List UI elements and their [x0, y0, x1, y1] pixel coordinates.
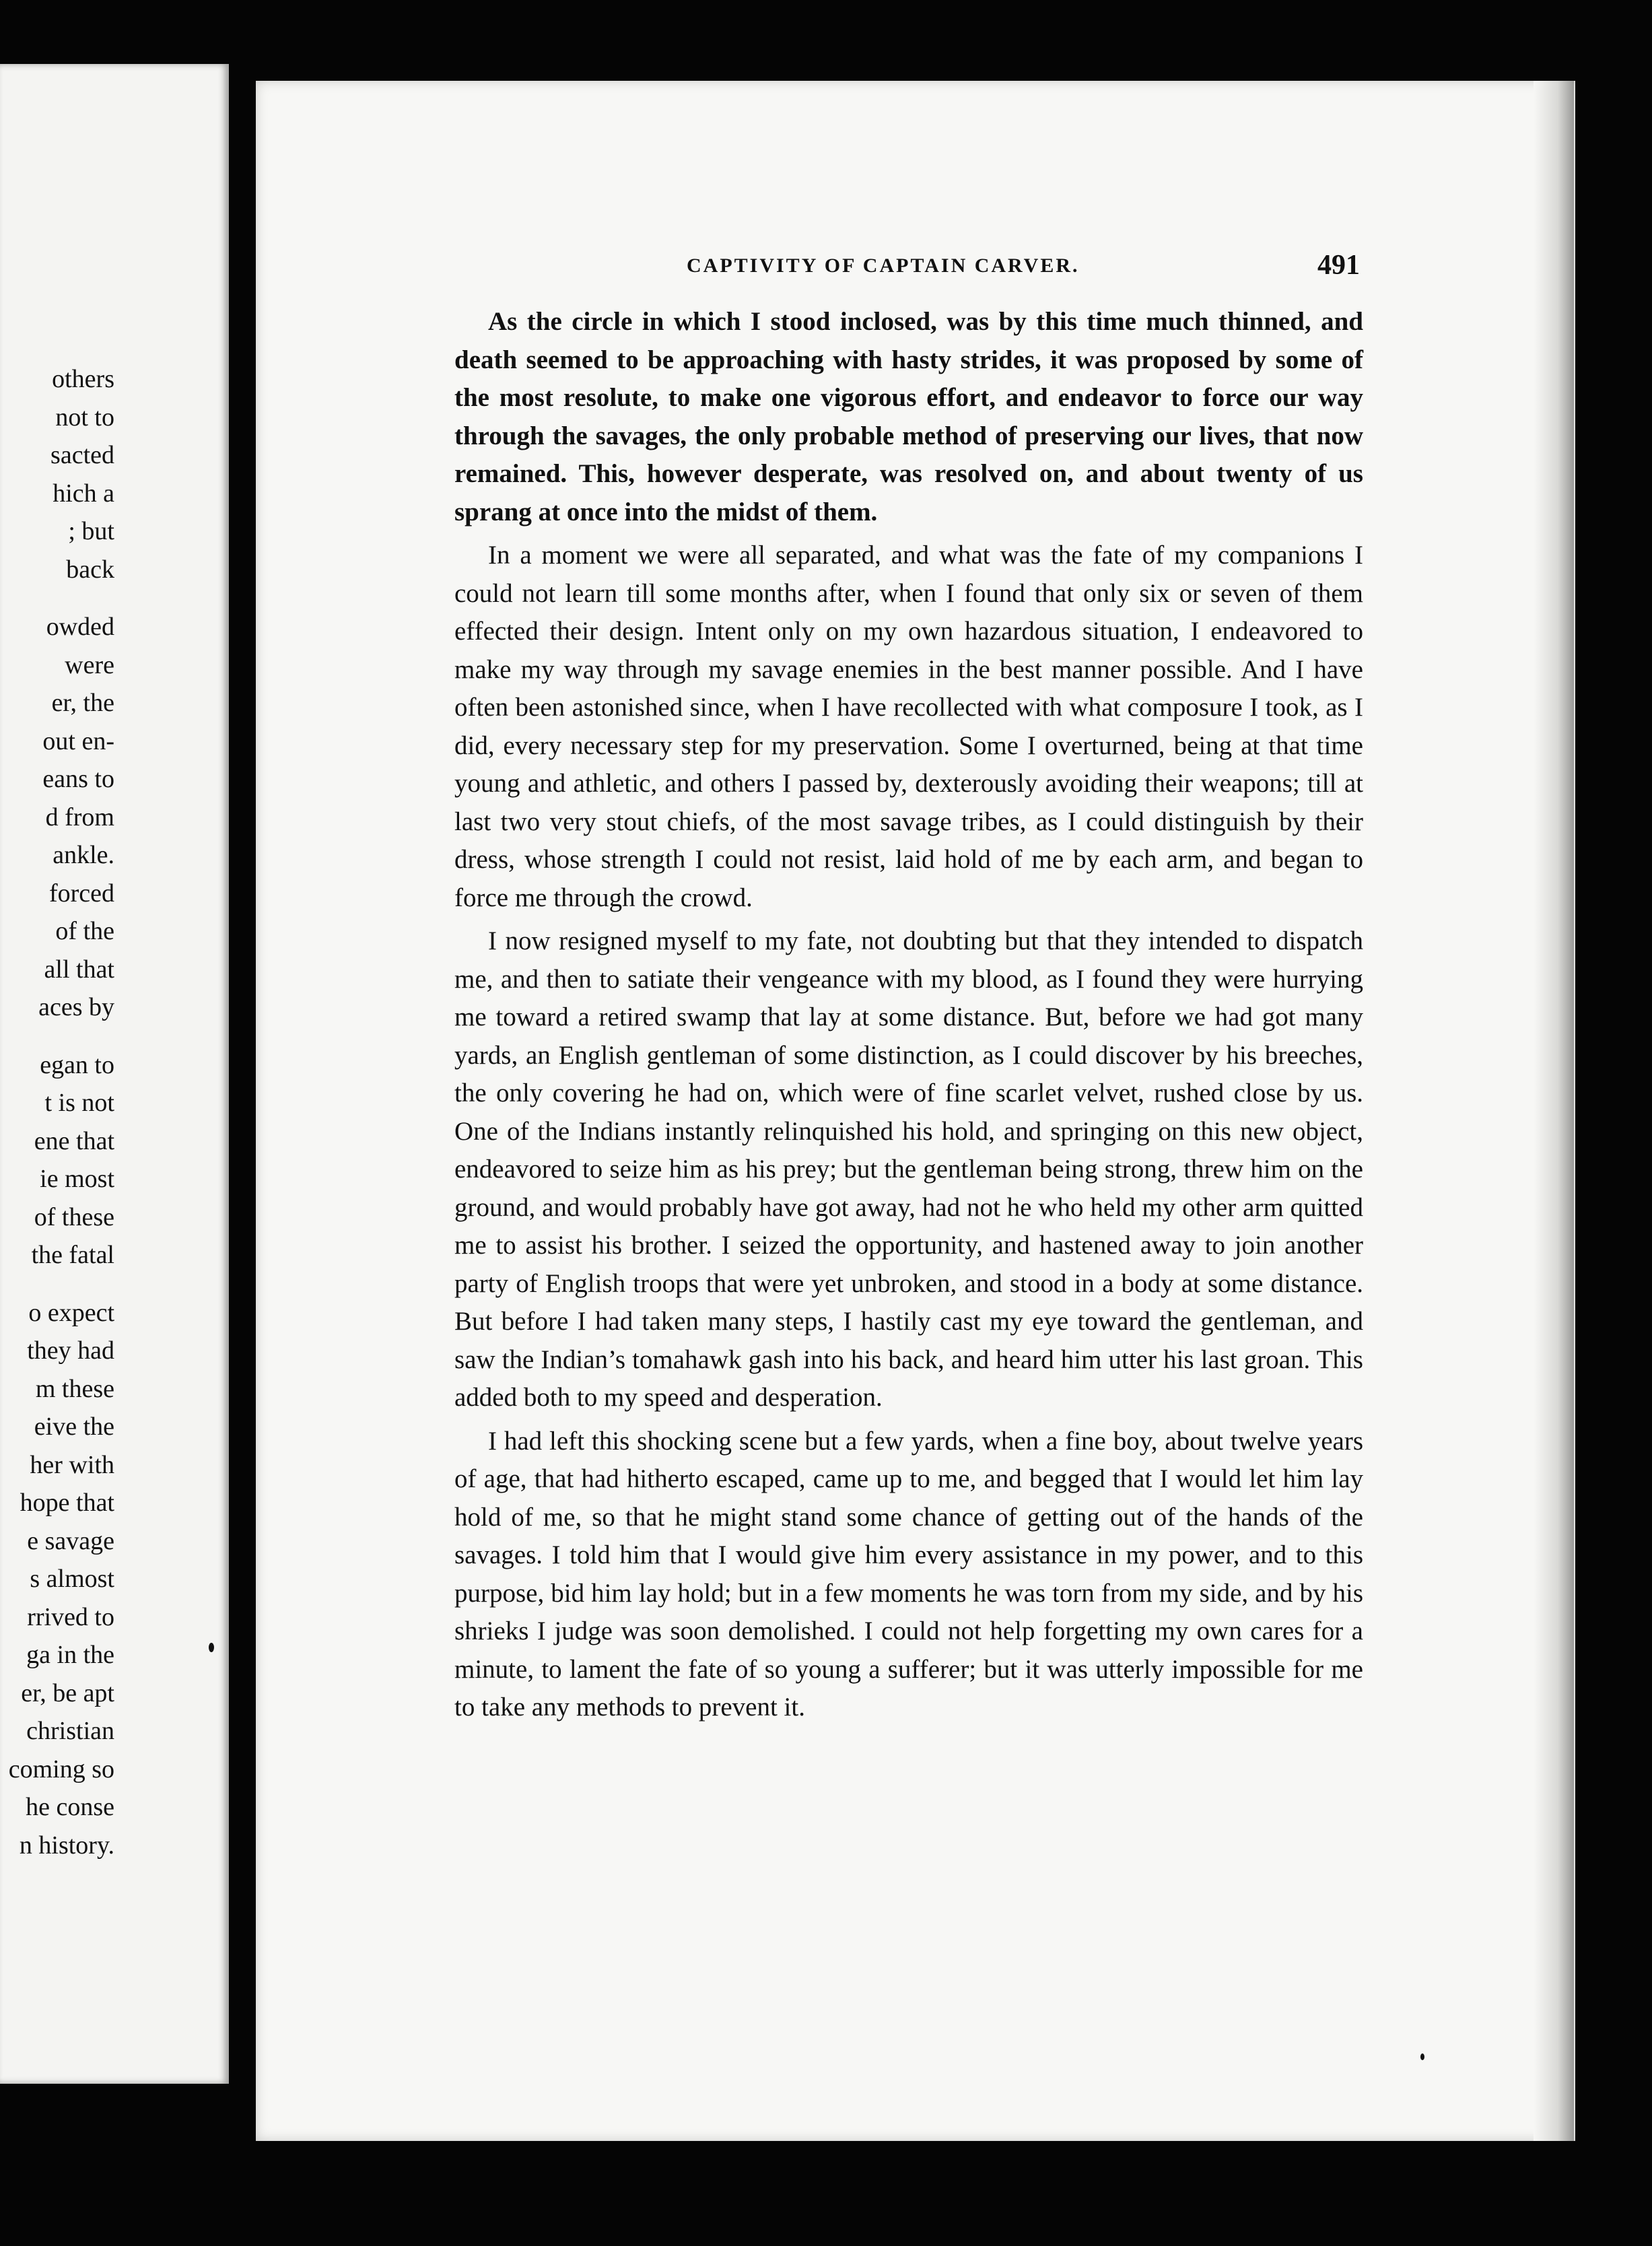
scan-speck — [1420, 2053, 1424, 2060]
book-page — [256, 81, 1575, 2141]
left-line: er, be apt — [21, 1678, 114, 1707]
left-line: the fatal — [31, 1241, 114, 1269]
left-line: t is not — [44, 1089, 114, 1117]
left-facing-page — [0, 64, 229, 2084]
left-line: coming so — [8, 1755, 114, 1783]
left-line: rrived to — [27, 1602, 114, 1631]
left-line: of these — [34, 1202, 114, 1231]
left-line: owded — [46, 613, 114, 641]
left-line: her with — [30, 1450, 114, 1479]
left-page-text — [0, 360, 114, 1864]
left-line: he conse — [26, 1793, 114, 1821]
running-head: CAPTIVITY OF CAPTAIN CARVER. — [687, 254, 1080, 277]
left-line: ; but — [68, 517, 114, 545]
left-line: er, the — [51, 689, 114, 717]
left-line: sacted — [50, 441, 114, 469]
left-line: christian — [26, 1717, 114, 1745]
left-line: not to — [55, 403, 114, 432]
left-line: all that — [44, 955, 114, 984]
left-line: they had — [27, 1336, 114, 1365]
left-line: n history. — [19, 1831, 114, 1860]
left-line: ga in the — [26, 1641, 114, 1669]
paragraph: I now resigned myself to my fate, not doubting but that they intended to dispatch me, and then to satiate their vengeance with my blood, as I found they were hurrying me toward a retired swamp that lay at some distance. But, before we had got many yards, an English gentleman of some distinction, as I could discover by his breeches, the only covering he had on, which were of fine scarlet velvet, rushed close by us. One of the Indians instantly relinquished his hold, and springing on this new object, endeavored to seize him as his prey; but the gentleman being strong, threw him on the ground, and would probably have got away, had not he who held my other arm quitted me to assist his brother. I seized the opportunity, and hastened away to join another party of English troops that were yet unbroken, and stood in a body at some distance. But before I had taken many steps, I hastily cast my eye toward the gentleman, and saw the Indian’s tomahawk gash into his back, and heard him utter his last groan. This added both to my speed and desperation. — [454, 926, 1363, 1412]
left-line: aces by — [38, 993, 114, 1021]
left-line: were — [65, 650, 114, 679]
paragraph: I had left this shocking scene but a few yards, when a fine boy, about twelve years of age, that had hitherto escaped, came up to me, and begged that I would let him lay hold of me, so that he might stand some chance of getting out of the hands of the savages. I told him that I would give him every assistance in my power, and to this purpose, bid him lay hold; but in a few moments he was torn from my side, and by his shrieks I judge was soon demolished. I could not help forgetting my own cares for a minute, to lament the fate of so young a sufferer; but it was utterly impossible for me to take any methods to prevent it. — [454, 1426, 1363, 1722]
left-line: out en- — [42, 726, 114, 755]
left-line: forced — [48, 879, 114, 908]
left-line: hich a — [53, 479, 114, 508]
left-line: e savage — [27, 1526, 114, 1555]
left-line: ankle. — [53, 841, 114, 869]
body-text — [454, 303, 1363, 1727]
left-line: ie most — [40, 1165, 114, 1193]
paragraph: In a moment we were all separated, and what was the fate of my companions I could not learn till some months after, when I found that only six or seven of them effected their design. Intent only on my own hazardous situation, I endeavored to make my way through my savage enemies in the best manner possible. And I have often been astonished since, when I have recollected with what composure I took, as I did, every necessary step for my preservation. Some I overturned, being at that time young and athletic, and others I passed by, dexterously avoiding their weapons; till at last two very stout chiefs, of the most savage tribes, as I could distinguish by their dress, whose strength I could not resist, laid hold of me by each arm, and began to force me through the crowd. — [454, 541, 1363, 912]
left-line: others — [52, 365, 114, 393]
paragraph: As the circle in which I stood inclosed, was by this time much thinned, and death seemed to be approaching with hasty strides, it was proposed by some of the most resolute, to make one vigorous effort, and endeavor to force our way through the savages, the only probable method of preserving our lives, that now remained. This, however desperate, was resolved on, and about twenty of us sprang at once into the midst of them. — [454, 307, 1363, 526]
page-header — [687, 249, 1360, 290]
left-line: ene that — [34, 1126, 114, 1155]
page-number: 491 — [1317, 250, 1360, 281]
left-line: back — [66, 555, 114, 584]
left-line: hope that — [20, 1489, 114, 1517]
left-line: eans to — [42, 765, 114, 793]
left-line: s almost — [30, 1565, 114, 1593]
left-line: of the — [55, 917, 114, 945]
left-line: eive the — [34, 1413, 114, 1441]
scan-speck — [209, 1643, 214, 1652]
left-line: o expect — [28, 1298, 114, 1327]
left-line: m these — [35, 1374, 114, 1403]
left-line: d from — [45, 803, 114, 831]
left-line: egan to — [40, 1050, 114, 1079]
page-edge-shadow — [1534, 81, 1574, 2141]
